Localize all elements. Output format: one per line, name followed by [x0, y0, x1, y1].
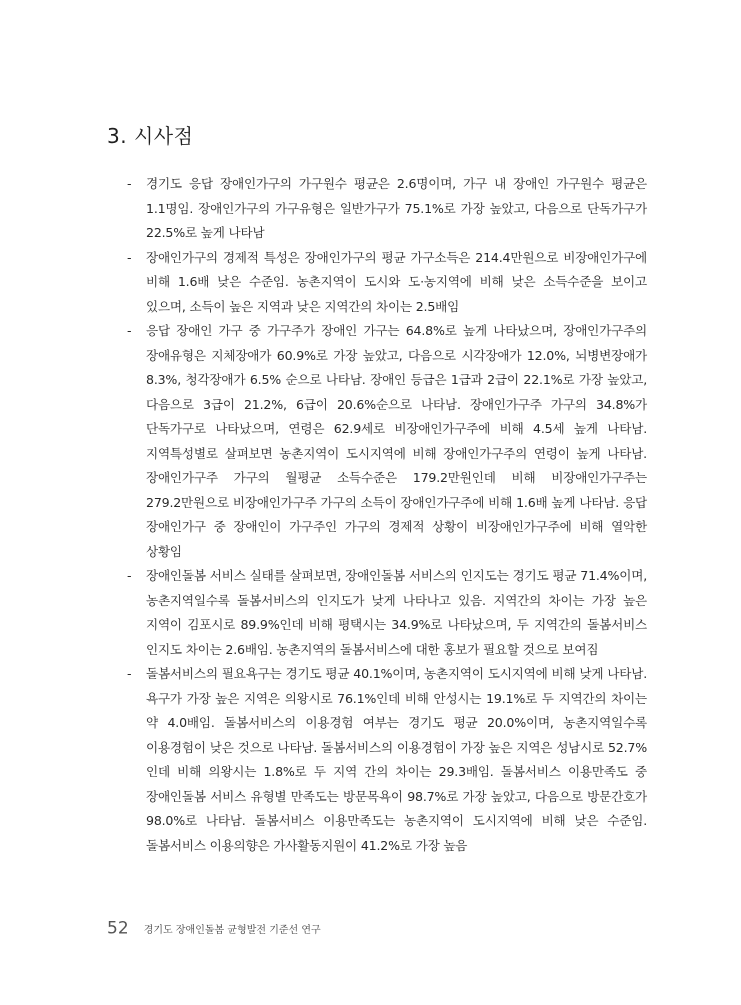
- bullet-item: [127, 319, 647, 564]
- bullet-text: 경기도 응답 장애인가구의 가구원수 평균은 2.6명이며, 가구 내 장애인 가구원수 평균은 1.1명임. 장애인가구의 가구유형은 일반가구가 75.1%로 가장 높았고, 다음으로 단독가구가 22.5%로 높게 나타남: [146, 176, 647, 240]
- bullet-dash: -: [127, 666, 132, 681]
- bullet-text: 응답 장애인 가구 중 가구주가 장애인 가구는 64.8%로 높게 나타났으며, 장애인가구주의 장애유형은 지체장애가 60.9%로 가장 높았고, 다음으로 시각장애가 12.0%, 뇌병변장애가 8.3%, 청각장애가 6.5% 순으로 나타남. 장애인 등급은 1급과 2급이 22.1%로 가장 높았고, 다음으로 3급이 21.2%, 6급이 20.6%순으로 나타남. 장애인가구주 가구의 34.8%가 단독가구로 나타났으며, 연령은 62.9세로 비장애인가구주에 비해 4.5세 높게 나타남. 지역특성별로 살펴보면 농촌지역이 도시지역에 비해 장애인가구주의 연령이 높게 나타남. 장애인가구주 가구의 월평균 소득수준은 179.2만원인데 비해 비장애인가구주는 279.2만원으로 비장애인가구주 가구의 소득이 장애인가구주에 비해 1.6배 높게 나타남. 응답 장애인가구 중 장애인이 가구주인 가구의 경제적 상황이 비장애인가구주에 비해 열악한 상황임: [146, 323, 647, 559]
- bullet-dash: -: [127, 176, 132, 191]
- bullet-text: 장애인돌봄 서비스 실태를 살펴보면, 장애인돌봄 서비스의 인지도는 경기도 평균 71.4%이며, 농촌지역일수록 돌봄서비스의 인지도가 낮게 나타나고 있음. 지역간의 차이는 가장 높은 지역이 김포시로 89.9%인데 비해 평택시는 34.9%로 나타났으며, 두 지역간의 돌봄서비스 인지도 차이는 2.6배임. 농촌지역의 돌봄서비스에 대한 홍보가 필요할 것으로 보여짐: [146, 568, 647, 657]
- bullet-text: 돌봄서비스의 필요욕구는 경기도 평균 40.1%이며, 농촌지역이 도시지역에 비해 낮게 나타남. 욕구가 가장 높은 지역은 의왕시로 76.1%인데 비해 안성시는 19.1%로 두 지역간의 차이는 약 4.0배임. 돌봄서비스의 이용경험 여부는 경기도 평균 20.0%이며, 농촌지역일수록 이용경험이 낮은 것으로 나타남. 돌봄서비스의 이용경험이 가장 높은 지역은 성남시로 52.7%인데 비해 의왕시는 1.8%로 두 지역 간의 차이는 29.3배임. 돌봄서비스 이용만족도 중 장애인돌봄 서비스 유형별 만족도는 방문목욕이 98.7%로 가장 높았고, 다음으로 방문간호가 98.0%로 나타남. 돌봄서비스 이용만족도는 농촌지역이 도시지역에 비해 낮은 수준임. 돌봄서비스 이용의향은 가사활동지원이 41.2%로 가장 높음: [146, 666, 647, 853]
- summary-bullet-list: [127, 172, 647, 858]
- bullet-item: [127, 246, 647, 320]
- bullet-dash: -: [127, 323, 132, 338]
- bullet-text: 장애인가구의 경제적 특성은 장애인가구의 평균 가구소득은 214.4만원으로 비장애인가구에 비해 1.6배 낮은 수준임. 농촌지역이 도시와 도·농지역에 비해 낮은 소득수준을 보이고 있으며, 소득이 높은 지역과 낮은 지역간의 차이는 2.5배임: [146, 249, 647, 314]
- bullet-dash: -: [127, 568, 132, 583]
- section-title: 3. 시사점: [107, 124, 194, 148]
- bullet-item: [127, 662, 647, 858]
- bullet-item: [127, 172, 647, 246]
- bullet-dash: -: [127, 249, 132, 265]
- bullet-item: [127, 564, 647, 662]
- page-number: 52: [107, 918, 129, 939]
- footer-document-title: 경기도 장애인돌봄 균형발전 기준선 연구: [143, 925, 321, 936]
- page-footer: [107, 918, 321, 939]
